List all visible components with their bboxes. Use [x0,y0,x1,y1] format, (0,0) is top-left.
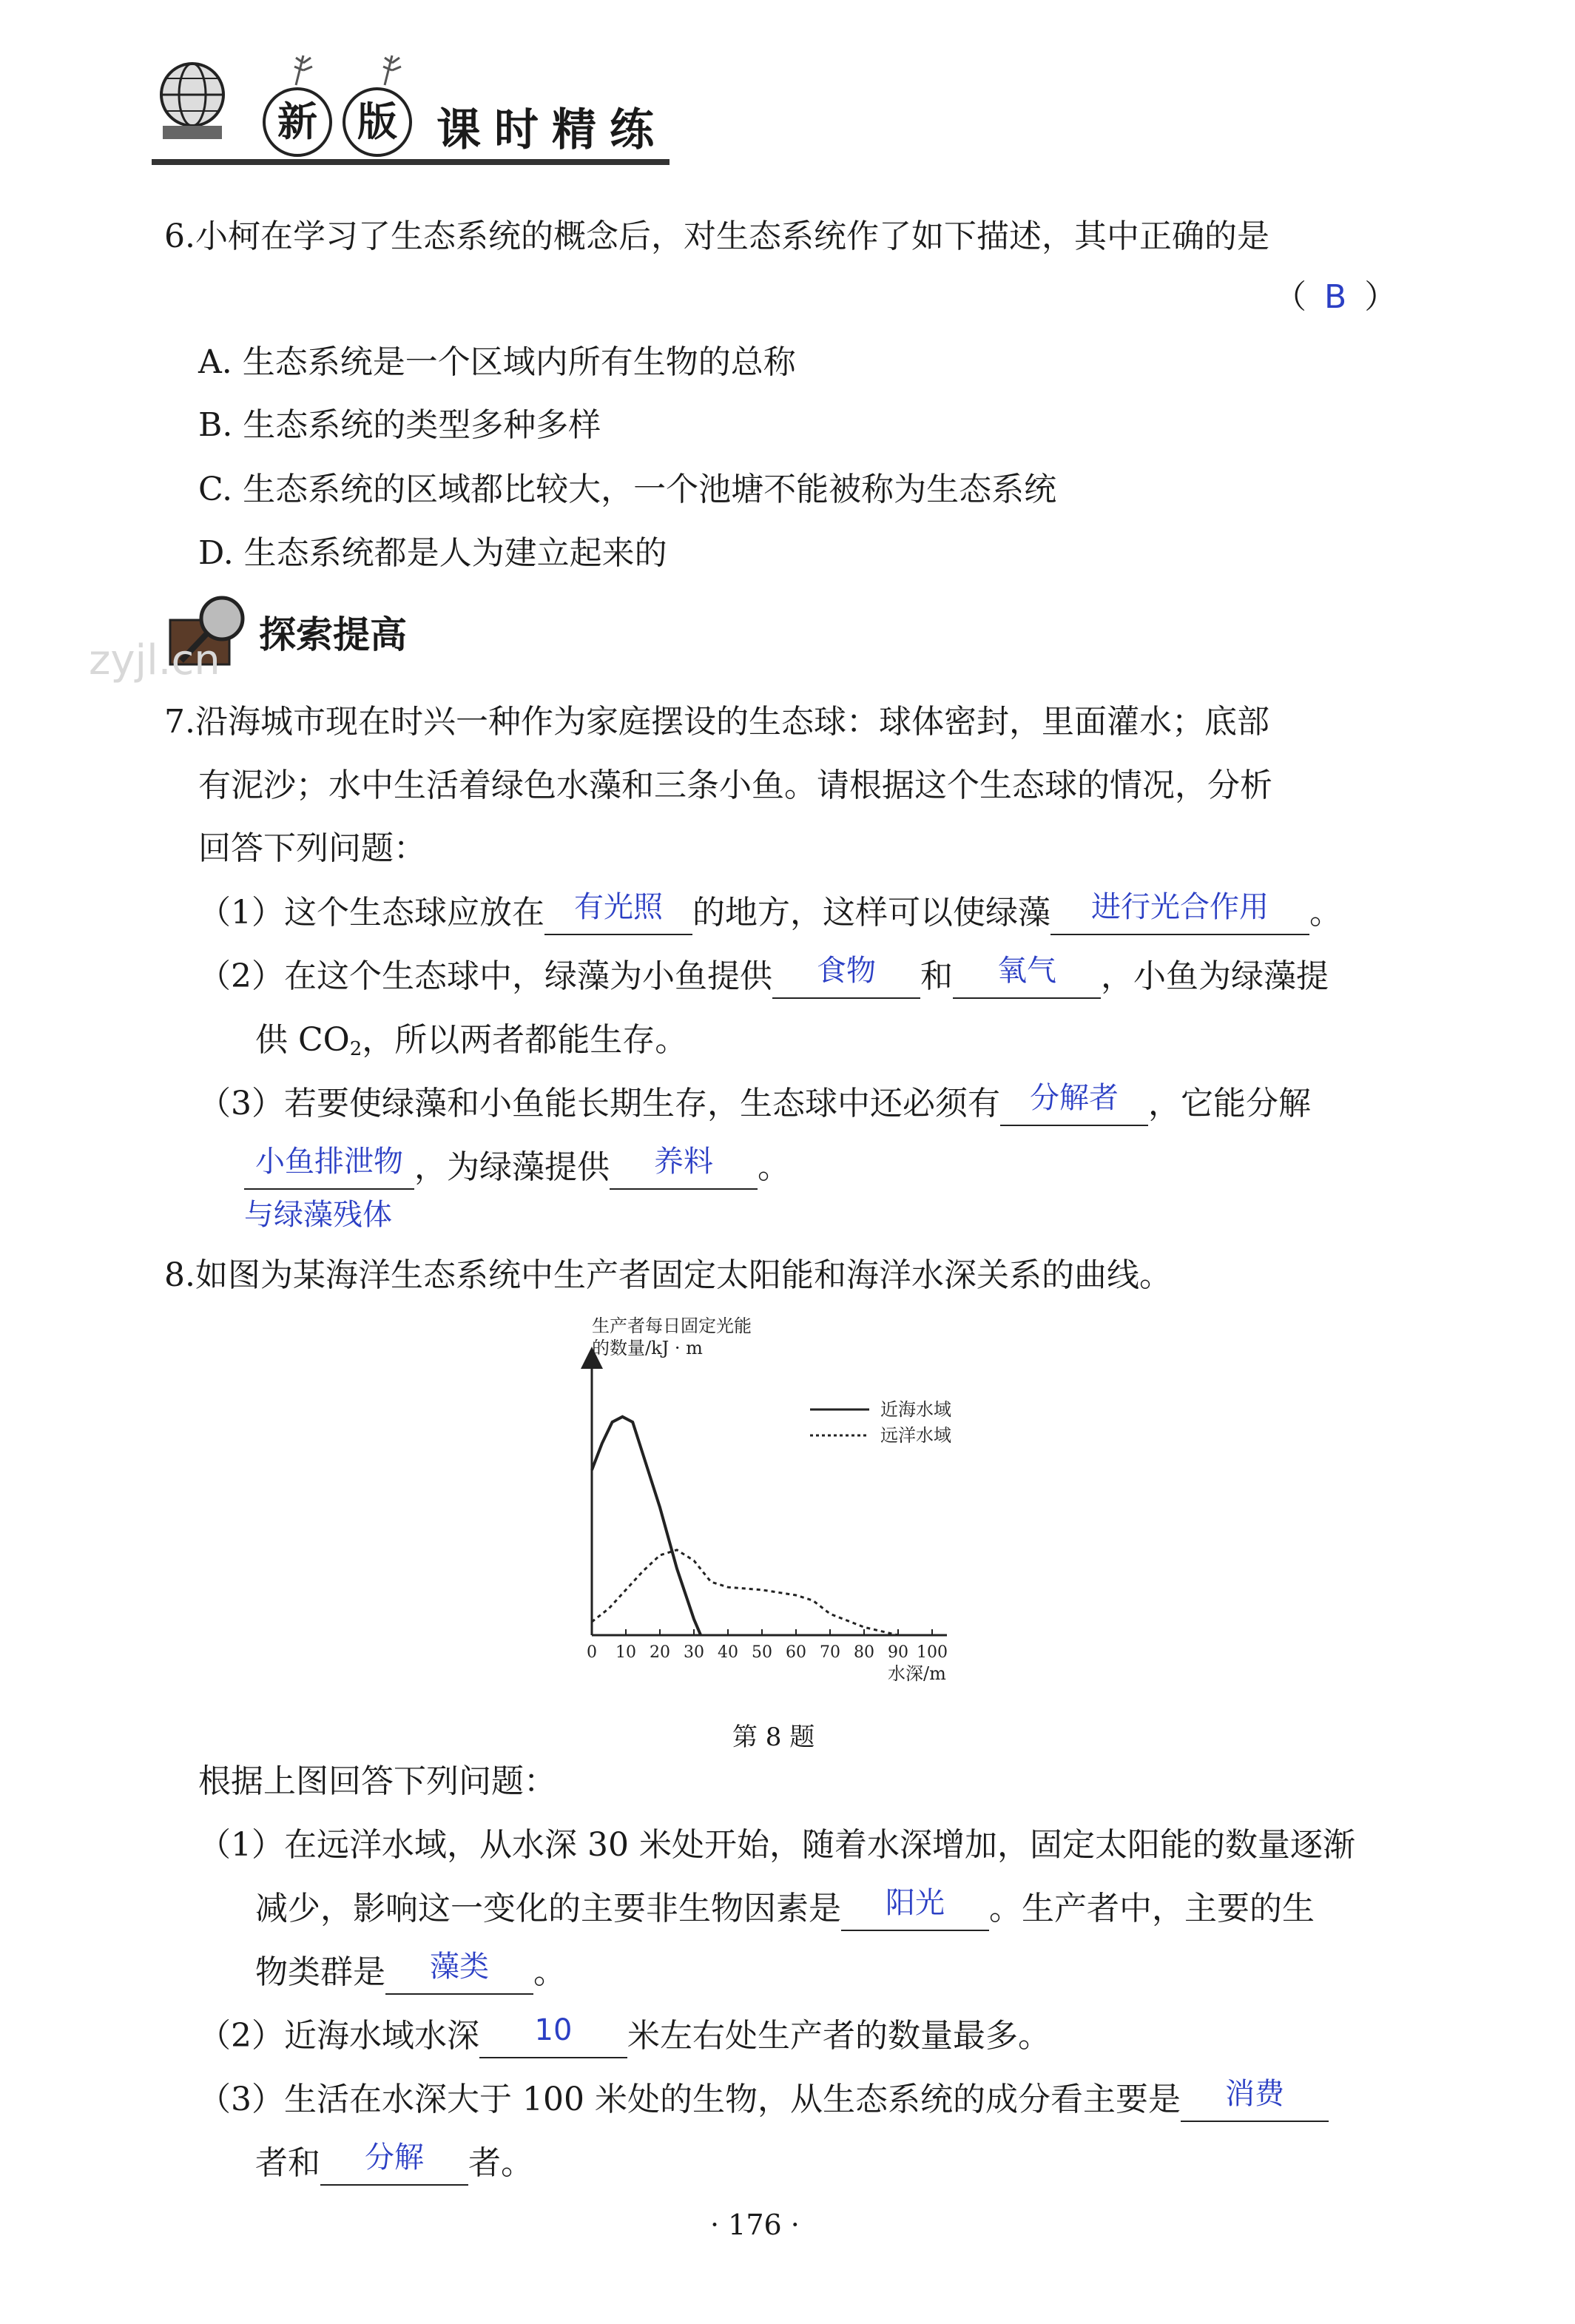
q7-p1-answer1: 有光照 [574,890,663,924]
q8-p1-text-e: 。 [533,1953,566,1991]
q7-p2-answer1: 食物 [817,954,876,988]
q7-p2-answer2: 氧气 [997,954,1056,988]
chart-x-tick-label: 20 [650,1643,670,1662]
q8-p1-blank2 [385,1950,533,1995]
chart-x-tick-label: 30 [684,1643,704,1662]
q8-p1-text-c: 。生产者中，主要的生 [989,1890,1315,1927]
q8-p1-blank1 [841,1886,989,1931]
q7-p1-blank1 [544,890,692,935]
q6-stem: 6.小柯在学习了生态系统的概念后，对生态系统作了如下描述，其中正确的是 [164,218,1269,255]
chart-series-nearshore [592,1417,701,1635]
chart-x-tick-label: 90 [888,1643,908,1662]
q7-p2-subscript: 2 [349,1038,362,1060]
q6-option-b: B. 生态系统的类型多种多样 [198,406,601,444]
q8-stem: 8.如图为某海洋生态系统中生产者固定太阳能和海洋水深关系的曲线。 [164,1256,1172,1294]
chart-legend [810,1399,951,1446]
legend-label-offshore: 远洋水域 [880,1425,951,1446]
q8-part3 [198,2078,1329,2122]
q8-p3-text-a: （3）生活在水深大于 100 米处的生物，从生态系统的成分看主要是 [198,2081,1181,2118]
q7-p3-answer2-line2: 与绿藻残体 [244,1198,392,1232]
q8-part1: （1）在远洋水域，从水深 30 米处开始，随着水深增加，固定太阳能的数量逐渐 [198,1826,1355,1864]
page-number: · 176 · [710,2209,800,2241]
q7-p1-answer2: 进行光合作用 [1091,890,1269,924]
q7-part3-cont [244,1145,790,1190]
q8-p2-text-a: （2）近海水域水深 [198,2017,479,2055]
q7-part2 [198,954,1329,999]
q7-p2-text-a: （2）在这个生态球中，绿藻为小鱼提供 [198,957,772,995]
q8-p3-blank2 [320,2141,468,2186]
q7-p3-answer1: 分解者 [1030,1081,1119,1115]
q8-part1-cont [255,1887,1315,1931]
q7-p2-blank1 [772,954,920,999]
chart-xlabel: 水深/m [888,1663,946,1684]
q8-p1-answer2: 藻类 [430,1950,489,1984]
q7-part3 [198,1082,1311,1126]
q8-p3-blank1 [1181,2077,1329,2122]
q6-paren-open: （ [1274,278,1306,316]
q8-intro: 根据上图回答下列问题： [198,1762,556,1800]
q7-stem-3: 回答下列问题： [198,829,426,867]
q7-p2-text-b: 和 [920,957,953,995]
q8-part1-cont2 [255,1950,566,1995]
q8-p1-answer1: 阳光 [886,1886,945,1920]
globe-logo-icon [152,52,233,148]
chart-x-tick-label: 10 [616,1643,636,1662]
q7-part2-cont [255,1018,687,1071]
q7-stem-1: 7.沿海城市现在时兴一种作为家庭摆设的生态球：球体密封，里面灌水；底部 [164,703,1269,741]
leaf-decoration-icon [281,52,429,89]
header-char-ban: 版 [343,87,412,157]
q6-option-d: D. 生态系统都是人为建立起来的 [198,534,667,572]
q7-part1 [198,891,1342,935]
q8-p2-text-b: 米左右处生产者的数量最多。 [627,2017,1050,2055]
q7-p3-answer2-line1: 小鱼排泄物 [255,1145,403,1179]
q8-p2-answer: 10 [534,2013,573,2047]
q7-p3-blank1 [1000,1081,1148,1126]
q8-chart [562,1310,977,1694]
q7-p3-text-d: 。 [758,1148,790,1186]
q7-p3-blank3 [610,1145,758,1190]
chart-x-tick-label: 100 [917,1643,948,1662]
chart-ylabel-line1: 生产者每日固定光能 [592,1316,752,1336]
legend-label-nearshore: 近海水域 [880,1399,951,1420]
q7-p3-text-b: ，它能分解 [1148,1085,1311,1122]
q7-p3-text-c: ，为绿藻提供 [414,1148,610,1186]
q8-caption: 第 8 题 [732,1722,815,1752]
q7-p1-text-b: 的地方，这样可以使绿藻 [692,894,1050,932]
q8-p1-text-b: 减少，影响这一变化的主要非生物因素是 [255,1890,841,1927]
q8-p3-text-b: 者和 [255,2144,320,2182]
watermark: zyjl.cn [89,636,220,684]
q6-option-a: A. 生态系统是一个区域内所有生物的总称 [198,343,796,381]
q8-p1-text-d: 物类群是 [255,1953,385,1991]
q7-p2-text-c: ，小鱼为绿藻提 [1101,957,1329,995]
section-label: 探索提高 [259,613,407,656]
q8-part3-cont [255,2141,533,2186]
q7-p3-blank2 [244,1145,414,1190]
q6-option-c: C. 生态系统的区域都比较大，一个池塘不能被称为生态系统 [198,471,1057,508]
q7-p2-text-e: ，所以两者都能生存。 [362,1021,688,1059]
q8-p2-blank [479,2013,627,2058]
chart-x-tick-label: 40 [718,1643,738,1662]
q7-stem-2: 有泥沙；水中生活着绿色水藻和三条小鱼。请根据这个生态球的情况，分析 [198,767,1272,804]
q8-p3-text-c: 者。 [468,2144,533,2182]
q7-p1-blank2 [1050,890,1309,935]
chart-series-offshore [592,1550,898,1635]
q8-p3-answer2: 分解 [365,2141,424,2175]
q7-p1-text-a: （1）这个生态球应放在 [198,894,544,932]
header-rule [152,159,670,165]
q7-p3-text-a: （3）若要使绿藻和小鱼能长期生存，生态球中还必须有 [198,1085,1000,1122]
chart-ylabel-line2: 的数量/kJ · m [592,1338,703,1358]
q6-answer: B [1324,278,1347,316]
q6-answer-bracket [1274,275,1397,320]
q7-p3-answer3: 养料 [654,1145,713,1179]
chart-x-tick-label: 80 [854,1643,874,1662]
q8-p3-answer1: 消费 [1224,2077,1284,2111]
q7-p2-text-d: 供 CO [255,1021,350,1059]
header-title: 课时精练 [436,104,667,156]
q7-p2-blank2 [953,954,1101,999]
chart-x-tick-label: 50 [752,1643,772,1662]
q6-paren-close: ） [1364,278,1397,316]
q7-p1-text-c: 。 [1309,894,1342,932]
q8-part2 [198,2014,1050,2058]
header-char-xin: 新 [263,87,332,157]
chart-x-tick-label: 70 [820,1643,840,1662]
chart-x-tick-label: 0 [587,1643,597,1662]
chart-x-tick-label: 60 [786,1643,806,1662]
